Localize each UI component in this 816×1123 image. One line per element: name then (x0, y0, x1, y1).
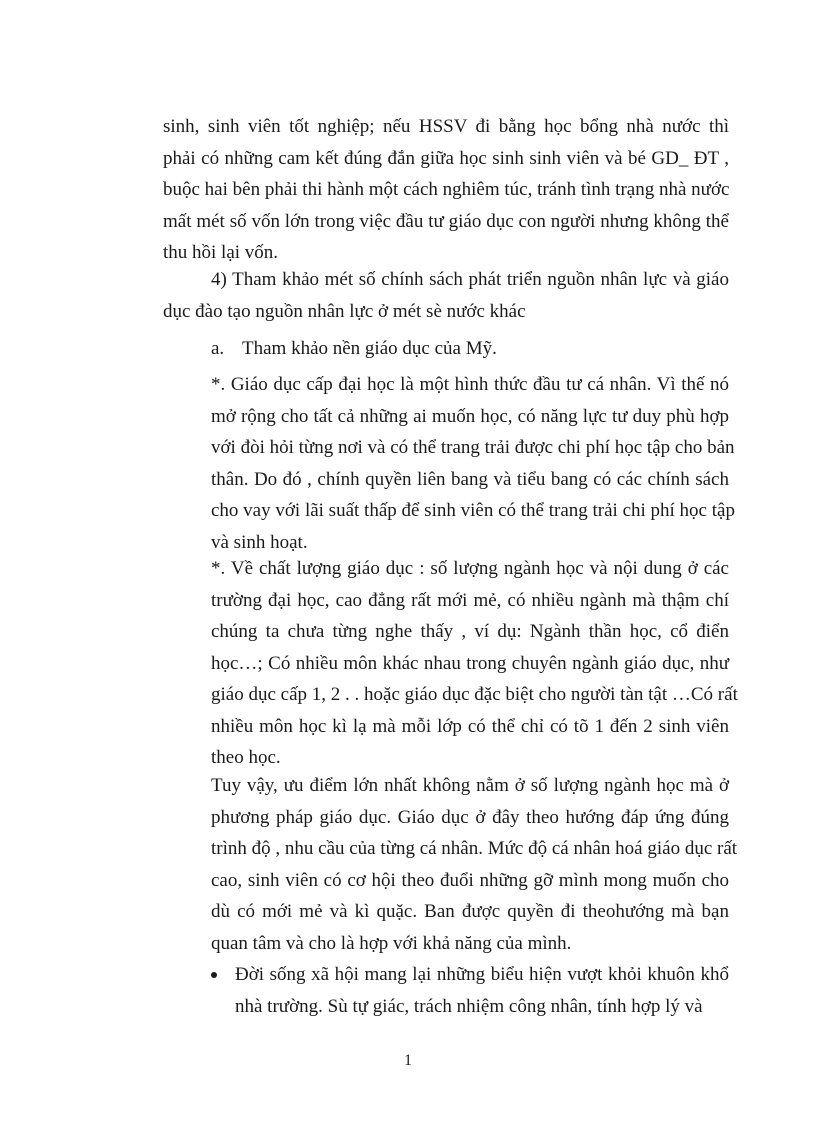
text-line: theo học. (211, 747, 281, 768)
text-line: thân. Do đó , chính quyền liên bang và tiểu bang có các chính sách (211, 468, 729, 490)
text-line: mở rộng cho tất cả những ai muốn học, có năng lực tư duy phù hợp (211, 405, 729, 427)
text-line: phải có những cam kết đúng đắn giữa học sinh sinh viên và bé GD_ ĐT , (163, 147, 729, 169)
text-line: *. Về chất lượng giáo dục : số lượng ngành học và nội dung ở các (211, 558, 729, 579)
text-line: 4) Tham khảo mét số chính sách phát triển nguồn nhân lực và giáo (211, 269, 729, 290)
text-line: nhà trường. Sù tự giác, trách nhiệm công nhân, tính hợp lý và (235, 995, 703, 1017)
page-number: 1 (404, 1052, 412, 1069)
text-line: với đòi hỏi từng nơi và có thể trang trải được chi phí học tập cho bản (211, 437, 735, 458)
bullet-icon (211, 972, 217, 978)
text-line: trường đại học, cao đẳng rất mới mẻ, có nhiều ngành mà thậm chí (211, 589, 729, 611)
text-line: chúng ta chưa từng nghe thấy , ví dụ: Ngành thần học, cổ điển (211, 621, 729, 642)
text-line: cho vay với lãi suất thấp để sinh viên có thể trang trải chi phí học tập (211, 500, 735, 521)
text-line: *. Giáo dục cấp đại học là một hình thức đầu tư cá nhân. Vì thế nó (211, 374, 729, 395)
paragraph-education-quality (211, 553, 738, 774)
text-line: thu hồi lại vốn. (163, 242, 279, 263)
text-line: Tuy vậy, ưu điểm lớn nhất không nằm ở số lượng ngành học mà ở (211, 775, 729, 796)
subsection-heading-a (211, 333, 729, 365)
section-heading-4 (163, 264, 729, 327)
text-line: sinh, sinh viên tốt nghiệp; nếu HSSV đi bằng học bổng nhà nước thì (163, 116, 729, 137)
paragraph-advantages (211, 770, 738, 959)
text-line: trình độ , nhu cầu của từng cá nhân. Mức độ cá nhân hoá giáo dục rất (211, 838, 738, 859)
text-line: dục đào tạo nguồn nhân lực ở mét sè nước khác (163, 300, 526, 322)
list-label: a. (211, 338, 225, 359)
paragraph-higher-education (211, 369, 735, 558)
text-line (211, 333, 729, 365)
subsection-title: Tham khảo nền giáo dục của Mỹ. (242, 338, 497, 359)
text-line: nhiều môn học kì lạ mà mỗi lớp có thể chỉ có tõ 1 đến 2 sinh viên (211, 715, 729, 737)
text-line: Đời sống xã hội mang lại những biểu hiện vượt khỏi khuôn khổ (235, 964, 729, 985)
text-line: buộc hai bên phải thi hành một cách nghiêm túc, tránh tình trạng nhà nước (163, 179, 730, 200)
text-line: cao, sinh viên có cơ hội theo đuổi những gỡ mình mong muốn cho (211, 869, 729, 891)
bullet-paragraph-social-life (235, 959, 729, 1022)
text-line: quan tâm và cho là hợp với khả năng của mình. (211, 932, 572, 954)
text-line: mất mét số vốn lớn trong việc đầu tư giáo dục con người nhưng không thể (163, 210, 729, 232)
paragraph-continuation (163, 111, 729, 269)
text-line: phương pháp giáo dục. Giáo dục ở đây theo hướng đáp ứng đúng (211, 806, 729, 828)
text-line: và sinh hoạt. (211, 531, 308, 553)
text-line: dù có mới mẻ và kì quặc. Ban được quyền đi theohướng mà bạn (211, 901, 729, 922)
text-line: giáo dục cấp 1, 2 . . hoặc giáo dục đặc biệt cho người tàn tật …Có rất (211, 684, 738, 705)
text-line: học…; Có nhiều môn khác nhau trong chuyên ngành giáo dục, như (211, 652, 729, 674)
